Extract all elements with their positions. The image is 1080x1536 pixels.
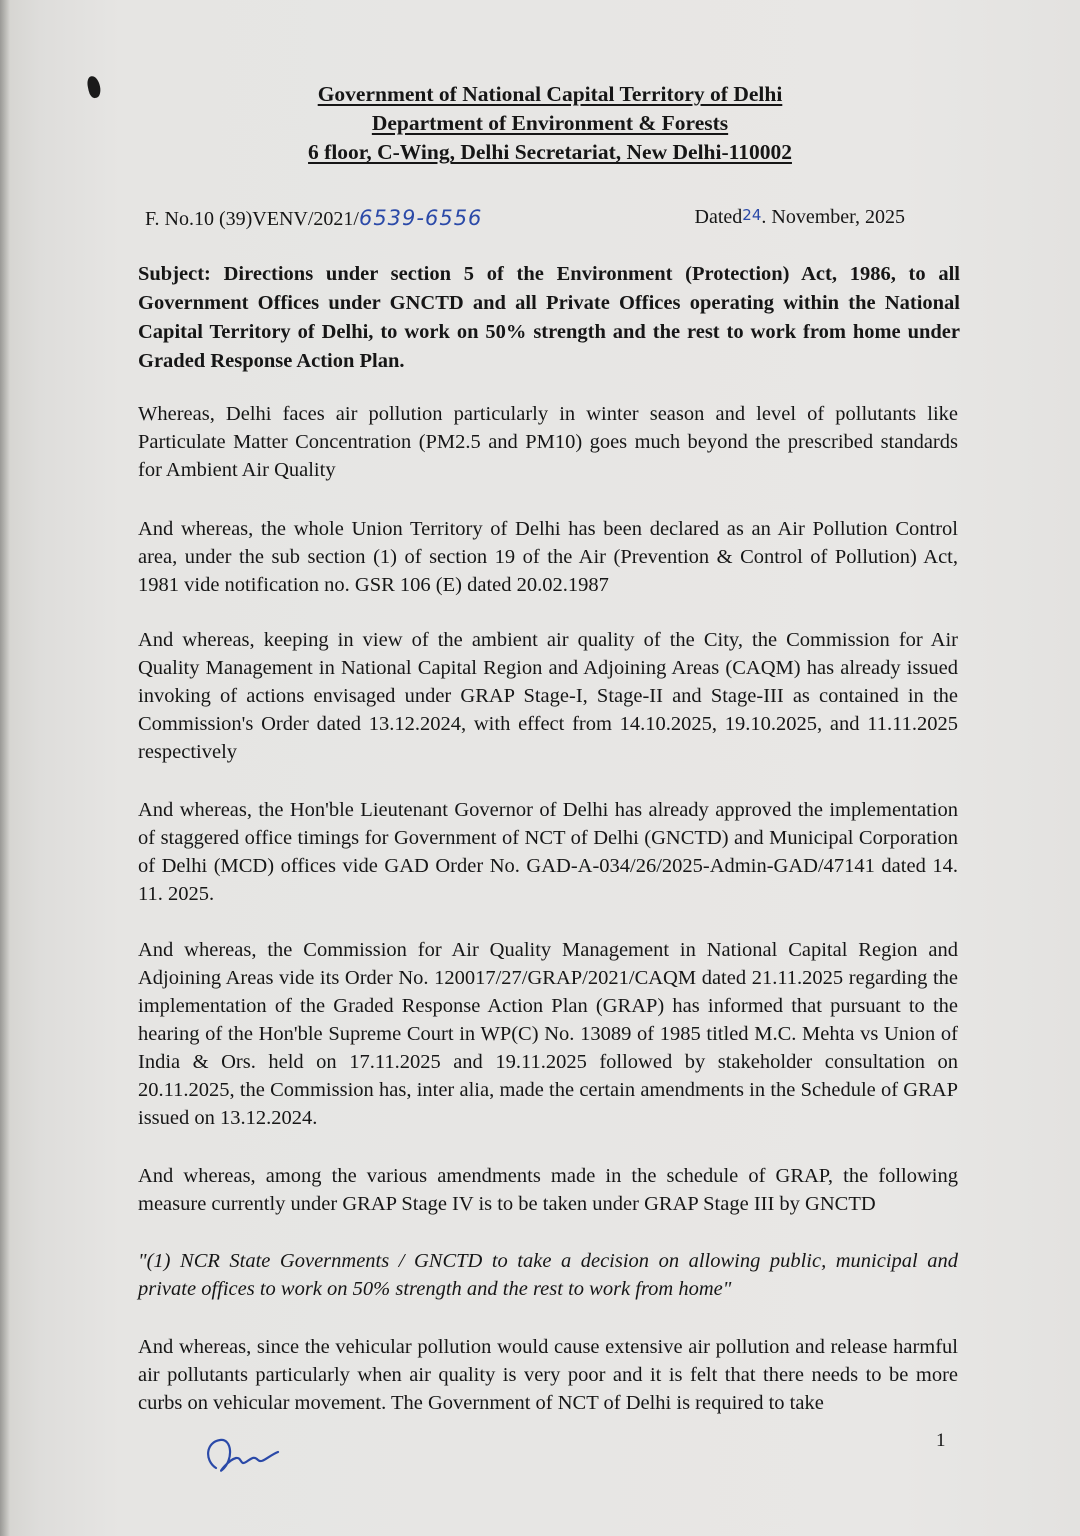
letterhead-government: Government of National Capital Territory of Delhi [317,82,783,106]
file-number-handwritten: 6539-6556 [358,206,483,230]
dated-month-year: . November, 2025 [761,206,905,228]
paragraph-6: And whereas, among the various amendments made in the schedule of GRAP, the following measure currently under GRAP Stage IV is to be taken under GRAP Stage III by GNCTD [138,1165,958,1215]
subject-line: Subject: Directions under section 5 of the Environment (Protection) Act, 1986, to all Government Offices under GNCTD and all Private Offices operating within the National Capital Territory of Delhi, to work on 50% strength and the rest to work from home under Graded Response Action Plan. [138,263,960,372]
signature-mark [198,1430,288,1480]
file-number-label: F. No.10 (39)VENV/2021/ [145,208,359,230]
paragraph-4: And whereas, the Hon'ble Lieutenant Governor of Delhi has already approved the implementation of staggered office timings for Government of NCT of Delhi (GNCTD) and Municipal Corporation of Delhi (MCD) offices vide GAD Order No. GAD-A-034/26/2025-Admin-GAD/47141 dated 14. 11. 2025. [138,799,958,905]
dated-label: Dated [694,206,743,228]
letterhead-address: 6 floor, C-Wing, Delhi Secretariat, New Delhi-110002 [308,140,792,164]
paragraph-3: And whereas, keeping in view of the ambient air quality of the City, the Commission for Air Quality Management in National Capital Region and Adjoining Areas (CAQM) has already issued invoking of actions envisaged under GRAP Stage-I, Stage-II and Stage-III as contained in the Commission's Order dated 13.12.2024, with effect from 14.10.2025, 19.10.2025, and 11.11.2025 respectively [138,629,958,763]
page-edge-shadow [0,0,10,1536]
paragraph-7: And whereas, since the vehicular pollution would cause extensive air pollution and release harmful air pollutants particularly when air quality is very poor and it is felt that there needs to be more curbs on vehicular movement. The Government of NCT of Delhi is required to take [138,1336,958,1414]
paragraph-2: And whereas, the whole Union Territory of Delhi has been declared as an Air Pollution Control area, under the sub section (1) of section 19 of the Air (Prevention & Control of Pollution) Act, 1981 vide notification no. GSR 106 (E) dated 20.02.1987 [138,518,958,596]
file-number [145,206,482,231]
paragraph-5: And whereas, the Commission for Air Quality Management in National Capital Region and Adjoining Areas vide its Order No. 120017/27/GRAP/2021/CAQM dated 21.11.2025 regarding the implementation of the Graded Response Action Plan (GRAP) has informed that pursuant to the hearing of the Hon'ble Supreme Court in WP(C) No. 13089 of 1985 titled M.C. Mehta vs Union of India & Ors. held on 17.11.2025 and 19.11.2025 followed by stakeholder consultation on 20.11.2025, the Commission has, inter alia, made the certain amendments in the Schedule of GRAP issued on 13.12.2024. [138,939,958,1129]
dated-day-handwritten: 24 [742,206,762,224]
letterhead [0,80,1080,167]
dated-field [695,206,905,229]
paragraph-1: Whereas, Delhi faces air pollution particularly in winter season and level of pollutants like Particulate Matter Concentration (PM2.5 and PM10) goes much beyond the prescribed standards for Ambient Air Quality [138,403,958,481]
reference-row [145,200,905,234]
page-number: 1 [936,1430,946,1451]
quoted-measure: "(1) NCR State Governments / GNCTD to take a decision on allowing public, municipal and private offices to work on 50% strength and the rest to work from home" [138,1250,958,1300]
letterhead-department: Department of Environment & Forests [371,111,729,135]
